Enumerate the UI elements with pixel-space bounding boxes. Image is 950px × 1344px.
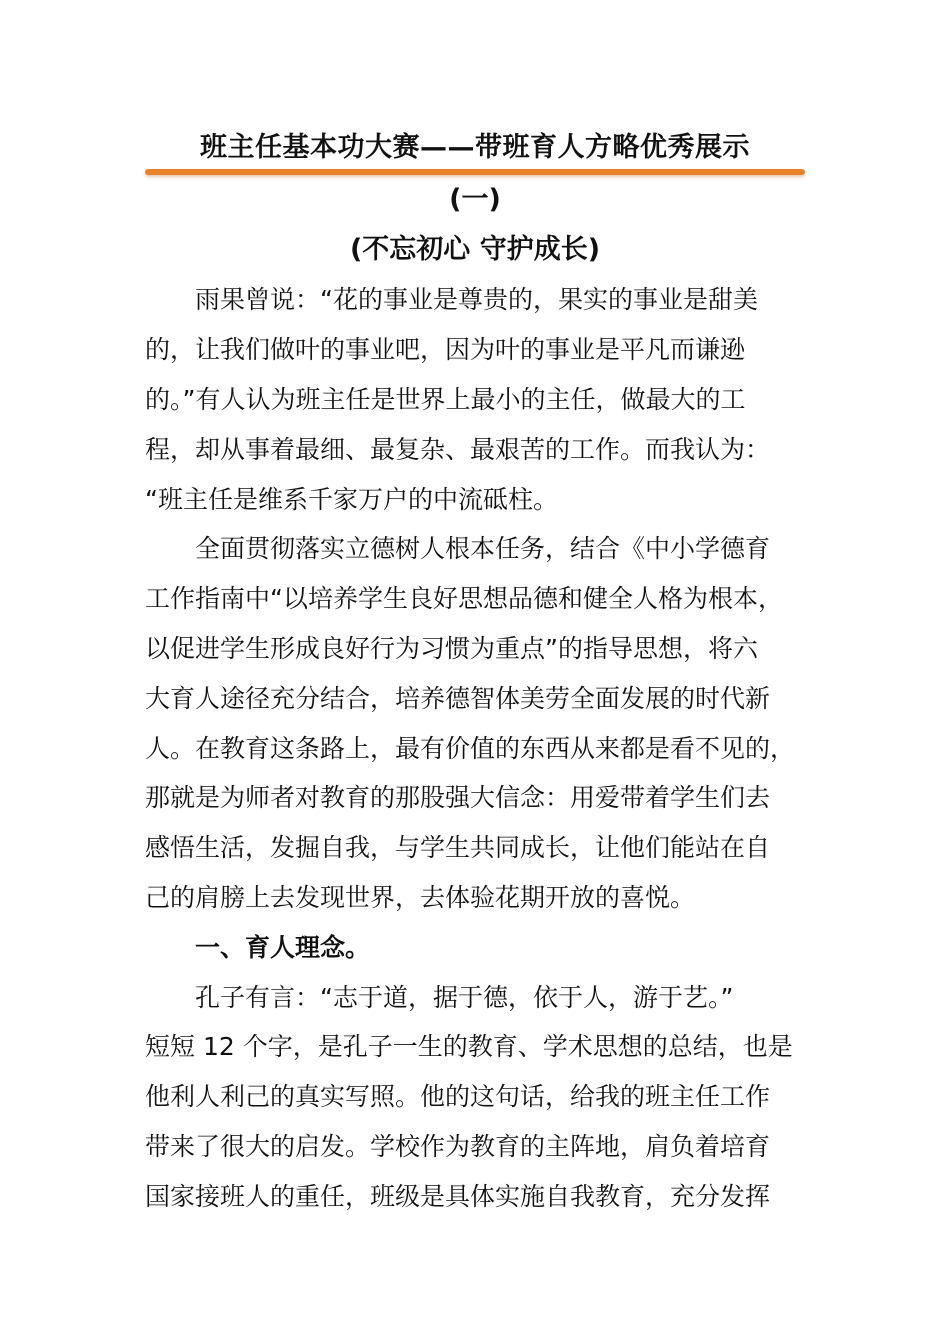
document-subtitle-number: (一) (449, 184, 501, 215)
body-line: 的。”有人认为班主任是世界上最小的主任，做最大的工 (145, 385, 746, 414)
body-line: 他利人利己的真实写照。他的这句话，给我的班主任工作 (145, 1082, 771, 1111)
body-line: 短短 12 个字，是孔子一生的教育、学术思想的总结，也是 (145, 1032, 793, 1061)
body-line: 己的肩膀上去发现世界，去体验花期开放的喜悦。 (145, 883, 696, 912)
document-subtitle-theme: (不忘初心 守护成长) (349, 234, 601, 265)
body-line: 人。在教育这条路上，最有价值的东西从来都是看不见的， (145, 734, 796, 763)
body-line: 带来了很大的启发。学校作为教育的主阵地，肩负着培育 (145, 1132, 771, 1161)
body-line: 大育人途径充分结合，培养德智体美劳全面发展的时代新 (145, 684, 771, 713)
body-line: 工作指南中“以培养学生良好思想品德和健全人格为根本， (145, 584, 783, 613)
body-line: 程，却从事着最细、最复杂、最艰苦的工作。而我认为： (145, 435, 771, 464)
title-underline (145, 169, 805, 175)
body-line: 全面贯彻落实立德树人根本任务，结合《中小学德育 (145, 534, 771, 563)
document-title: 班主任基本功大赛——带班育人方略优秀展示 (200, 132, 750, 163)
body-line: 以促进学生形成良好行为习惯为重点”的指导思想，将六 (145, 634, 758, 663)
body-line: “班主任是维系千家万户的中流砥柱。 (145, 485, 558, 514)
body-line: 的，让我们做叶的事业吧，因为叶的事业是平凡而谦逊 (145, 335, 746, 364)
body-line: 雨果曾说：“花的事业是尊贵的，果实的事业是甜美 (145, 285, 758, 314)
body-line: 国家接班人的重任，班级是具体实施自我教育，充分发挥 (145, 1182, 771, 1211)
body-line: 那就是为师者对教育的那股强大信念：用爱带着学生们去 (145, 783, 771, 812)
body-line: 感悟生活，发掘自我，与学生共同成长，让他们能站在自 (145, 833, 771, 862)
section-heading: 一、育人理念。 (145, 933, 371, 962)
body-line: 孔子有言：“志于道，据于德，依于人，游于艺。” (145, 983, 734, 1012)
